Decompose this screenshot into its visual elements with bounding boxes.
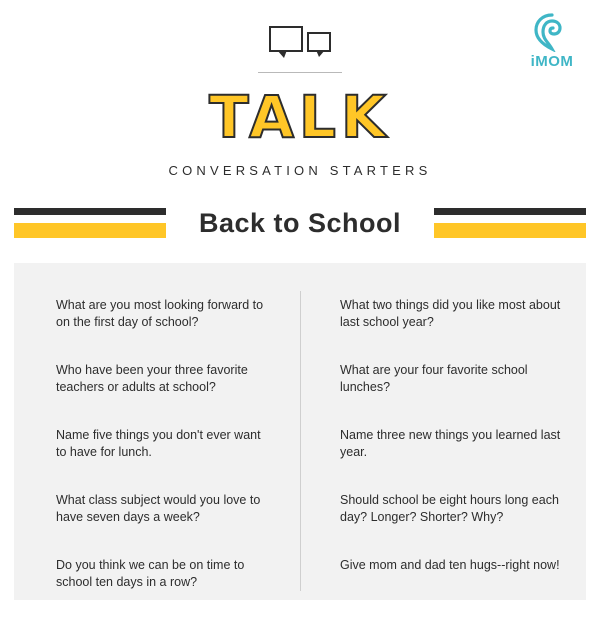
- speech-bubble-small: [307, 32, 331, 52]
- questions-column-left: [14, 297, 300, 622]
- question-item: What are you most looking forward to on the first day of school?: [56, 298, 264, 329]
- questions-panel: [14, 263, 586, 600]
- topic-bar-right-black: [434, 208, 586, 215]
- question-item: Name five things you don't ever want to have for lunch.: [56, 428, 261, 459]
- header-divider: [258, 72, 342, 73]
- speech-bubble-large: [269, 26, 303, 52]
- page-title: TALK: [209, 83, 391, 151]
- question-item: What class subject would you love to have seven days a week?: [56, 493, 261, 524]
- question-item: Give mom and dad ten hugs--right now!: [340, 558, 560, 572]
- topic-bar-right-yellow: [434, 223, 586, 238]
- questions-columns: [14, 297, 586, 622]
- topic-banner: [0, 200, 600, 246]
- imom-wordmark: iMOM: [530, 53, 574, 70]
- question-item: Do you think we can be on time to school ten days in a row?: [56, 558, 245, 589]
- question-item: What two things did you like most about last school year?: [340, 298, 561, 329]
- questions-column-right: [300, 297, 586, 622]
- page-subtitle: CONVERSATION STARTERS: [168, 163, 432, 178]
- topic-title: Back to School: [198, 208, 402, 238]
- question-item: Should school be eight hours long each day? Longer? Shorter? Why?: [340, 493, 559, 524]
- question-item: What are your four favorite school lunches?: [340, 363, 528, 394]
- speech-bubbles-icon: [0, 26, 600, 70]
- topic-bar-right: [434, 208, 586, 238]
- question-item: Name three new things you learned last year.: [340, 428, 561, 459]
- question-item: Who have been your three favorite teachers or adults at school?: [56, 363, 248, 394]
